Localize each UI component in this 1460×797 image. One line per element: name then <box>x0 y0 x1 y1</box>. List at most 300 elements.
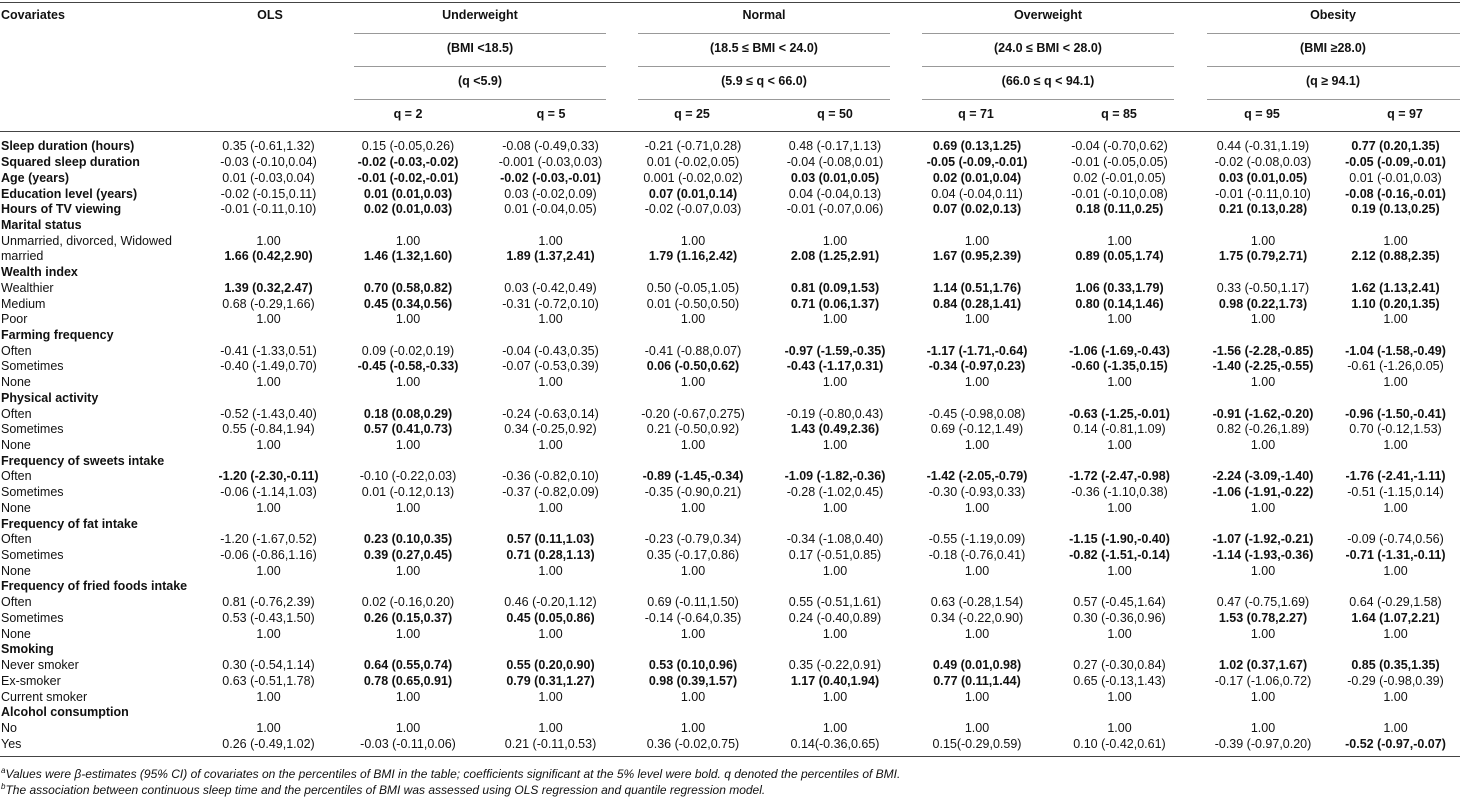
quantile-cell: 0.30 (-0.36,0.96) <box>1073 610 1166 625</box>
quantile-cell: -1.40 (-2.25,-0.55) <box>1212 359 1314 374</box>
quantile-cell: -1.15 (-1.90,-0.40) <box>1069 532 1170 547</box>
table-row <box>0 611 1460 627</box>
quantile-cell: -0.63 (-1.25,-0.01) <box>1069 406 1170 421</box>
quantile-cell <box>910 642 1044 658</box>
quantile-cell: 1.00 <box>964 689 990 704</box>
section-label: Frequency of fat intake <box>1 516 138 531</box>
covariate-label: Often <box>1 595 32 610</box>
quantile-cell <box>341 516 475 532</box>
quantile-cell: -2.24 (-3.09,-1.40) <box>1212 469 1314 484</box>
table-row <box>0 233 1460 249</box>
quantile-cell <box>1331 265 1460 281</box>
covariate-label: Ex-smoker <box>1 673 61 688</box>
quantile-cell: 0.47 (-0.75,1.69) <box>1216 595 1310 610</box>
qrange-rule-underweight <box>354 99 606 100</box>
quantile-cell: -1.07 (-1.92,-0.21) <box>1212 532 1314 547</box>
quantile-cell: 1.00 <box>395 375 421 390</box>
quantile-cell <box>475 391 626 407</box>
quantile-cell <box>760 579 910 595</box>
quantile-cell: -0.01 (-0.05,0.05) <box>1071 155 1168 170</box>
header-qrange-overweight: (66.0 ≤ q < 94.1) <box>1001 74 1095 88</box>
quantile-cell: 1.00 <box>1250 375 1276 390</box>
quantile-cell: 1.00 <box>680 563 706 578</box>
quantile-cell: 0.71 (0.06,1.37) <box>790 296 880 311</box>
table-section-row <box>0 453 1460 469</box>
quantile-cell: 1.00 <box>964 375 990 390</box>
ols-cell: 0.01 (-0.03,0.04) <box>222 170 315 185</box>
quantile-cell: 0.57 (0.41,0.73) <box>363 422 453 437</box>
quantile-cell <box>1331 328 1460 344</box>
quantile-cell: 1.00 <box>1250 233 1276 248</box>
quantile-cell: 1.00 <box>822 720 848 735</box>
footnote-mark: a <box>1 766 6 775</box>
quantile-cell: -0.01 (-0.10,0.08) <box>1071 186 1168 201</box>
quantile-cell: 0.69 (0.13,1.25) <box>932 139 1022 154</box>
quantile-cell: 0.02 (0.01,0.04) <box>932 170 1022 185</box>
quantile-cell: 0.03 (0.01,0.05) <box>790 170 880 185</box>
ols-cell: 1.00 <box>256 720 281 735</box>
quantile-cell: 0.03 (-0.02,0.09) <box>504 186 597 201</box>
qrange-rule-normal <box>638 99 890 100</box>
section-label: Frequency of fried foods intake <box>1 579 188 594</box>
ols-cell: 0.63 (-0.51,1.78) <box>222 673 315 688</box>
quantile-cell: -0.89 (-1.45,-0.34) <box>642 469 744 484</box>
ols-cell: -0.06 (-1.14,1.03) <box>220 485 317 500</box>
quantile-cell: 1.00 <box>822 563 848 578</box>
quantile-cell: 1.00 <box>680 312 706 327</box>
quantile-cell: -0.08 (-0.49,0.33) <box>502 139 599 154</box>
table-row <box>0 469 1460 485</box>
table-row <box>0 532 1460 548</box>
header-bottom-rule <box>0 131 1460 132</box>
quantile-cell: 0.39 (0.27,0.45) <box>363 548 453 563</box>
table-row <box>0 406 1460 422</box>
quantile-cell: 0.01 (-0.04,0.05) <box>504 202 597 217</box>
quantile-cell <box>1331 642 1460 658</box>
quantile-cell: -1.56 (-2.28,-0.85) <box>1212 343 1314 358</box>
quantile-cell: -0.01 (-0.11,0.10) <box>1215 186 1311 201</box>
quantile-cell <box>1195 265 1331 281</box>
quantile-cell: 1.00 <box>822 312 848 327</box>
quantile-cell: 1.14 (0.51,1.76) <box>932 280 1022 295</box>
ols-cell <box>196 516 341 532</box>
ols-cell: 1.66 (0.42,2.90) <box>224 249 313 264</box>
quantile-cell: 0.09 (-0.02,0.19) <box>361 343 455 358</box>
quantile-cell: 0.79 (0.31,1.27) <box>506 673 595 688</box>
bmi-rule-overweight <box>922 66 1174 67</box>
quantile-cell: 0.55 (-0.51,1.61) <box>788 595 882 610</box>
table-row <box>0 438 1460 454</box>
quantile-cell <box>341 579 475 595</box>
table-row <box>0 249 1460 265</box>
quantile-cell: 0.57 (0.11,1.03) <box>506 532 595 547</box>
covariate-label: Wealthier <box>1 280 54 295</box>
quantile-cell <box>1195 579 1331 595</box>
ols-cell: 1.00 <box>256 438 281 453</box>
quantile-cell: 1.00 <box>1383 626 1408 641</box>
ols-cell: -0.03 (-0.10,0.04) <box>220 155 317 170</box>
quantile-cell <box>475 516 626 532</box>
quantile-cell: -0.36 (-1.10,0.38) <box>1071 485 1168 500</box>
quantile-cell <box>475 265 626 281</box>
table-section-row <box>0 705 1460 721</box>
quantile-cell: 0.21 (-0.50,0.92) <box>646 422 740 437</box>
quantile-cell: -0.07 (-0.53,0.39) <box>502 359 599 374</box>
quantile-cell: 1.00 <box>1250 720 1276 735</box>
covariate-label: Often <box>1 469 32 484</box>
table-row <box>0 375 1460 391</box>
ols-cell: -0.01 (-0.11,0.10) <box>220 202 317 217</box>
quantile-cell: 1.00 <box>680 233 706 248</box>
covariate-label: Yes <box>1 736 22 751</box>
quantile-cell: 1.00 <box>395 626 421 641</box>
quantile-cell: 0.02 (-0.16,0.20) <box>361 595 455 610</box>
ols-cell <box>196 705 341 721</box>
section-label: Squared sleep duration <box>1 155 140 170</box>
header-qrange-underweight: (q <5.9) <box>457 74 503 88</box>
quantile-cell: 1.00 <box>1383 312 1408 327</box>
footnote-a <box>1 766 900 781</box>
quantile-cell: 2.08 (1.25,2.91) <box>790 249 880 264</box>
table-row <box>0 658 1460 674</box>
quantile-cell: 1.00 <box>395 233 421 248</box>
top-rule <box>0 2 1460 3</box>
quantile-cell <box>341 453 475 469</box>
ols-cell <box>196 218 341 234</box>
quantile-cell: -0.45 (-0.58,-0.33) <box>357 359 459 374</box>
ols-cell: 1.00 <box>256 689 281 704</box>
quantile-cell: 0.26 (0.15,0.37) <box>363 610 453 625</box>
bmi-rule-obesity <box>1207 66 1460 67</box>
ols-cell: -0.06 (-0.86,1.16) <box>220 548 317 563</box>
ols-cell: -0.40 (-1.49,0.70) <box>220 359 317 374</box>
quantile-cell: -1.17 (-1.71,-0.64) <box>926 343 1028 358</box>
quantile-cell: -0.45 (-0.98,0.08) <box>928 406 1026 421</box>
quantile-cell <box>626 579 760 595</box>
quantile-cell: -0.17 (-1.06,0.72) <box>1214 673 1312 688</box>
header-quantile-q5: q = 5 <box>536 107 566 121</box>
header-bmi-underweight: (BMI <18.5) <box>446 41 514 55</box>
quantile-cell <box>1195 705 1331 721</box>
table-row <box>0 501 1460 517</box>
header-quantile-q97: q = 97 <box>1387 107 1423 121</box>
quantile-cell: -0.21 (-0.71,0.28) <box>644 139 742 154</box>
quantile-cell <box>1044 579 1195 595</box>
header-quantile-q50: q = 50 <box>817 107 853 121</box>
quantile-cell: 0.46 (-0.20,1.12) <box>504 595 597 610</box>
quantile-cell: 1.00 <box>822 626 848 641</box>
table-row <box>0 312 1460 328</box>
covariate-label: Sometimes <box>1 610 64 625</box>
quantile-cell: 1.00 <box>1107 720 1132 735</box>
quantile-cell: -0.31 (-0.72,0.10) <box>502 296 599 311</box>
quantile-cell: 0.89 (0.05,1.74) <box>1075 249 1164 264</box>
quantile-cell: -0.39 (-0.97,0.20) <box>1214 736 1312 751</box>
quantile-cell: -0.36 (-0.82,0.10) <box>502 469 599 484</box>
quantile-cell: 1.00 <box>822 500 848 515</box>
quantile-cell: -0.04 (-0.08,0.01) <box>786 155 884 170</box>
quantile-cell: -0.01 (-0.07,0.06) <box>786 202 884 217</box>
section-label: Age (years) <box>1 170 70 185</box>
quantile-cell <box>1044 642 1195 658</box>
quantile-cell: 1.00 <box>680 689 706 704</box>
quantile-cell <box>760 265 910 281</box>
quantile-cell: 0.78 (0.65,0.91) <box>363 673 453 688</box>
quantile-cell: -0.97 (-1.59,-0.35) <box>784 343 886 358</box>
qrange-rule-obesity <box>1207 99 1460 100</box>
quantile-cell: 0.23 (0.10,0.35) <box>363 532 453 547</box>
table-row <box>0 548 1460 564</box>
quantile-cell: 0.70 (-0.12,1.53) <box>1349 422 1442 437</box>
header-group-obesity: Obesity <box>1310 8 1356 22</box>
ols-cell <box>196 328 341 344</box>
quantile-cell: 0.85 (0.35,1.35) <box>1351 658 1440 673</box>
quantile-cell <box>1331 579 1460 595</box>
quantile-cell: 0.98 (0.39,1.57) <box>648 673 738 688</box>
covariate-label: Unmarried, divorced, Widowed <box>1 233 172 248</box>
section-label: Hours of TV viewing <box>1 202 122 217</box>
quantile-cell: 0.35 (-0.17,0.86) <box>646 548 740 563</box>
quantile-cell: 1.00 <box>1383 689 1408 704</box>
footnote-mark: b <box>1 782 6 791</box>
quantile-cell: 0.80 (0.14,1.46) <box>1075 296 1164 311</box>
table-row <box>0 721 1460 737</box>
ols-cell: 1.00 <box>256 312 281 327</box>
bmi-rule-normal <box>638 66 890 67</box>
quantile-cell: 0.64 (0.55,0.74) <box>363 658 453 673</box>
quantile-cell: 0.36 (-0.02,0.75) <box>646 736 740 751</box>
quantile-cell: -0.34 (-0.97,0.23) <box>928 359 1026 374</box>
quantile-cell: 1.00 <box>1107 689 1132 704</box>
quantile-cell <box>760 391 910 407</box>
table-section-row <box>0 265 1460 281</box>
table-row <box>0 422 1460 438</box>
quantile-cell: 0.04 (-0.04,0.13) <box>788 186 882 201</box>
ols-cell: 1.00 <box>256 500 281 515</box>
quantile-cell: 1.00 <box>395 312 421 327</box>
quantile-cell <box>1044 453 1195 469</box>
quantile-cell <box>626 642 760 658</box>
results-table <box>0 139 1460 752</box>
quantile-cell: -0.55 (-1.19,0.09) <box>928 532 1026 547</box>
section-label: Smoking <box>1 642 54 657</box>
quantile-cell: 0.81 (0.09,1.53) <box>790 280 880 295</box>
quantile-cell: -1.42 (-2.05,-0.79) <box>926 469 1028 484</box>
table-section-row <box>0 516 1460 532</box>
quantile-cell: -0.02 (-0.07,0.03) <box>644 202 742 217</box>
ols-cell: -0.02 (-0.15,0.11) <box>220 186 317 201</box>
quantile-cell: 0.71 (0.28,1.13) <box>506 548 595 563</box>
quantile-cell: 0.14(-0.36,0.65) <box>790 736 880 751</box>
quantile-cell: 1.00 <box>964 233 990 248</box>
header-quantile-q25: q = 25 <box>674 107 710 121</box>
quantile-cell: 0.44 (-0.31,1.19) <box>1216 139 1310 154</box>
covariate-label: Sometimes <box>1 359 64 374</box>
quantile-cell: 1.62 (1.13,2.41) <box>1351 280 1440 295</box>
quantile-cell: 1.00 <box>1107 375 1132 390</box>
quantile-cell: -0.02 (-0.03,-0.02) <box>357 155 459 170</box>
quantile-cell: -0.60 (-1.35,0.15) <box>1071 359 1168 374</box>
quantile-cell <box>626 391 760 407</box>
quantile-cell: -0.37 (-0.82,0.09) <box>502 485 599 500</box>
footnote-b <box>1 782 765 797</box>
header-group-overweight: Overweight <box>1013 8 1083 22</box>
quantile-cell: 1.00 <box>395 720 421 735</box>
footnote-text: The association between continuous sleep time and the percentiles of BMI was assessed using OLS regression and quantile regression model. <box>5 783 766 797</box>
quantile-cell: 1.00 <box>538 312 563 327</box>
quantile-cell: 1.00 <box>395 438 421 453</box>
ols-cell: 0.35 (-0.61,1.32) <box>222 139 315 154</box>
ols-cell: 0.53 (-0.43,1.50) <box>222 610 315 625</box>
quantile-cell <box>341 265 475 281</box>
quantile-cell: 1.00 <box>1250 563 1276 578</box>
quantile-cell: -0.43 (-1.17,0.31) <box>786 359 884 374</box>
quantile-cell: -0.18 (-0.76,0.41) <box>928 548 1026 563</box>
ols-cell <box>196 642 341 658</box>
quantile-cell: 1.00 <box>1383 233 1408 248</box>
quantile-cell: 0.63 (-0.28,1.54) <box>930 595 1024 610</box>
quantile-cell: 2.12 (0.88,2.35) <box>1351 249 1440 264</box>
quantile-cell: -0.14 (-0.64,0.35) <box>644 610 742 625</box>
quantile-cell: 1.00 <box>822 438 848 453</box>
quantile-cell: 0.01 (0.01,0.03) <box>363 186 453 201</box>
quantile-cell: 0.69 (-0.12,1.49) <box>930 422 1024 437</box>
quantile-cell: -0.34 (-1.08,0.40) <box>786 532 884 547</box>
quantile-cell <box>910 391 1044 407</box>
quantile-cell: 1.67 (0.95,2.39) <box>932 249 1022 264</box>
quantile-cell: 0.53 (0.10,0.96) <box>648 658 738 673</box>
footnote-text: Values were β-estimates (95% CI) of covariates on the percentiles of BMI in the table; coefficients significant at the 5% level were bold. q denoted the percentiles of BMI. <box>5 767 901 781</box>
quantile-cell: 0.15(-0.29,0.59) <box>932 736 1022 751</box>
ols-cell <box>196 579 341 595</box>
quantile-cell <box>910 328 1044 344</box>
quantile-cell <box>1195 453 1331 469</box>
quantile-cell <box>910 705 1044 721</box>
quantile-cell: -0.35 (-0.90,0.21) <box>644 485 742 500</box>
quantile-cell: -0.30 (-0.93,0.33) <box>928 485 1026 500</box>
quantile-cell: 0.33 (-0.50,1.17) <box>1216 280 1310 295</box>
quantile-cell: -0.96 (-1.50,-0.41) <box>1345 406 1446 421</box>
table-section-row <box>0 202 1460 218</box>
table-section-row <box>0 391 1460 407</box>
bmi-rule-underweight <box>354 66 606 67</box>
quantile-cell: 1.00 <box>538 626 563 641</box>
header-covariates: Covariates <box>1 8 65 22</box>
covariate-label: Often <box>1 343 32 358</box>
quantile-cell: 0.27 (-0.30,0.84) <box>1073 658 1166 673</box>
quantile-cell: -0.05 (-0.09,-0.01) <box>926 155 1028 170</box>
quantile-cell: 1.89 (1.37,2.41) <box>506 249 595 264</box>
table-row <box>0 736 1460 752</box>
quantile-cell: 1.00 <box>680 626 706 641</box>
quantile-cell: -0.05 (-0.09,-0.01) <box>1345 155 1446 170</box>
ols-cell: 1.39 (0.32,2.47) <box>224 280 313 295</box>
quantile-cell: 1.17 (0.40,1.94) <box>790 673 880 688</box>
quantile-cell <box>475 328 626 344</box>
ols-cell: 1.00 <box>256 233 281 248</box>
quantile-cell <box>626 705 760 721</box>
quantile-cell: 1.00 <box>538 375 563 390</box>
quantile-cell <box>341 642 475 658</box>
quantile-cell: -1.09 (-1.82,-0.36) <box>784 469 886 484</box>
quantile-cell: 0.34 (-0.25,0.92) <box>504 422 597 437</box>
quantile-cell: -0.20 (-0.67,0.275) <box>641 406 745 421</box>
table-section-row <box>0 139 1460 155</box>
ols-cell: -0.41 (-1.33,0.51) <box>220 343 317 358</box>
quantile-cell: -0.82 (-1.51,-0.14) <box>1069 548 1170 563</box>
header-quantile-q85: q = 85 <box>1101 107 1137 121</box>
quantile-cell: 0.82 (-0.26,1.89) <box>1216 422 1310 437</box>
table-row <box>0 689 1460 705</box>
header-bmi-overweight: (24.0 ≤ BMI < 28.0) <box>994 41 1102 55</box>
quantile-cell: -0.24 (-0.63,0.14) <box>502 406 599 421</box>
quantile-cell: 1.00 <box>538 438 563 453</box>
section-label: Alcohol consumption <box>1 705 129 720</box>
quantile-cell <box>1195 328 1331 344</box>
section-label: Marital status <box>1 217 82 232</box>
quantile-cell: 0.69 (-0.11,1.50) <box>647 595 739 610</box>
section-label: Farming frequency <box>1 327 114 342</box>
section-label: Wealth index <box>1 265 78 280</box>
quantile-cell: 1.75 (0.79,2.71) <box>1218 249 1308 264</box>
quantile-cell: 1.10 (0.20,1.35) <box>1351 296 1440 311</box>
quantile-cell: -0.03 (-0.11,0.06) <box>360 736 456 751</box>
header-qrange-normal: (5.9 ≤ q < 66.0) <box>721 74 807 88</box>
quantile-cell <box>760 328 910 344</box>
quantile-cell: 0.03 (-0.42,0.49) <box>504 280 597 295</box>
ols-cell: 0.30 (-0.54,1.14) <box>222 658 315 673</box>
quantile-cell <box>1044 705 1195 721</box>
quantile-cell: 0.34 (-0.22,0.90) <box>930 610 1024 625</box>
covariate-label: Sometimes <box>1 548 64 563</box>
quantile-cell: -1.04 (-1.58,-0.49) <box>1345 343 1446 358</box>
quantile-cell: 0.70 (0.58,0.82) <box>363 280 453 295</box>
quantile-cell <box>475 218 626 234</box>
table-row <box>0 296 1460 312</box>
quantile-cell: 1.00 <box>1383 438 1408 453</box>
quantile-cell: 1.00 <box>1383 563 1408 578</box>
quantile-cell <box>1331 391 1460 407</box>
quantile-cell: 1.00 <box>964 626 990 641</box>
quantile-cell: 0.45 (0.34,0.56) <box>363 296 453 311</box>
quantile-cell: 1.53 (0.78,2.27) <box>1218 610 1308 625</box>
quantile-cell: 0.02 (-0.01,0.05) <box>1073 170 1166 185</box>
quantile-cell: 1.00 <box>395 500 421 515</box>
quantile-cell: 1.00 <box>822 375 848 390</box>
quantile-cell <box>626 516 760 532</box>
qrange-rule-overweight <box>922 99 1174 100</box>
header-quantile-q71: q = 71 <box>958 107 994 121</box>
quantile-cell: 1.00 <box>964 720 990 735</box>
quantile-cell: 1.00 <box>822 233 848 248</box>
quantile-cell: -0.08 (-0.16,-0.01) <box>1345 186 1446 201</box>
quantile-cell: 1.00 <box>964 500 990 515</box>
quantile-cell: 1.00 <box>1250 626 1276 641</box>
covariate-label: married <box>1 249 44 264</box>
quantile-cell: -0.51 (-1.15,0.14) <box>1347 485 1444 500</box>
section-label: Education level (years) <box>1 186 138 201</box>
quantile-cell: 0.07 (0.02,0.13) <box>932 202 1022 217</box>
quantile-cell: 0.15 (-0.05,0.26) <box>361 139 455 154</box>
quantile-cell: 1.00 <box>964 438 990 453</box>
quantile-cell: -0.28 (-1.02,0.45) <box>786 485 884 500</box>
quantile-cell: 0.21 (-0.11,0.53) <box>504 736 597 751</box>
covariate-label: None <box>1 626 31 641</box>
quantile-cell: 0.24 (-0.40,0.89) <box>788 610 882 625</box>
table-section-row <box>0 218 1460 234</box>
quantile-cell: 0.06 (-0.50,0.62) <box>646 359 740 374</box>
quantile-cell: 1.00 <box>680 720 706 735</box>
